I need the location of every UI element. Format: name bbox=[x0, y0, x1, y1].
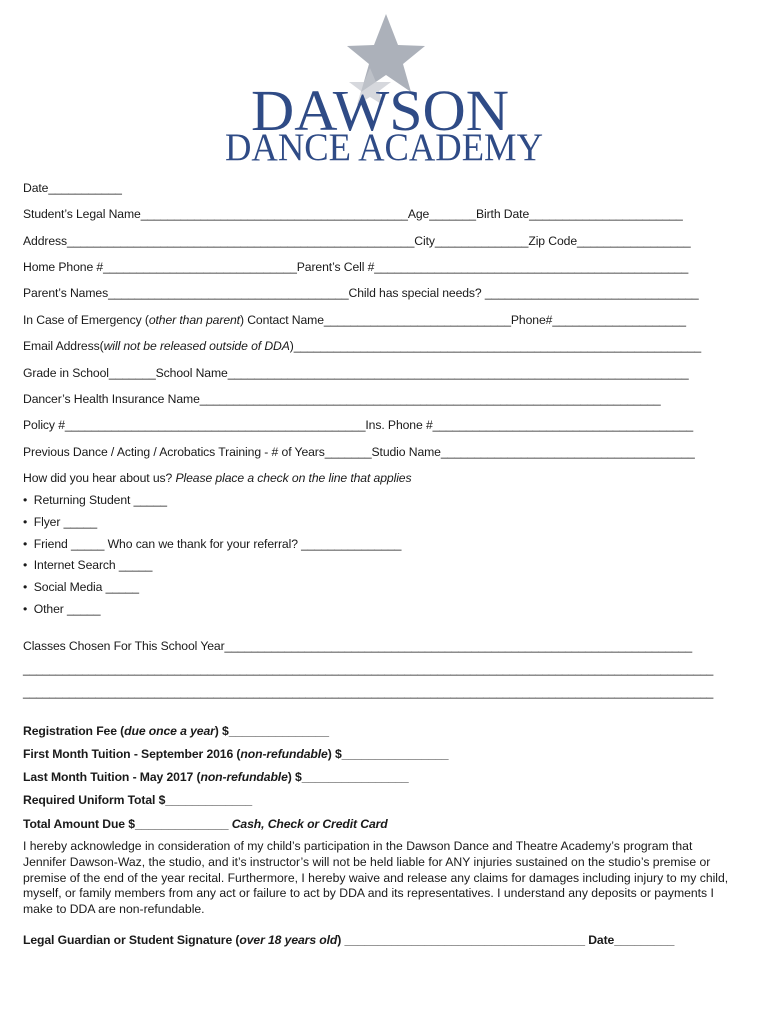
signature-label-a: Legal Guardian or Student Signature ( bbox=[23, 933, 240, 947]
email-label-b: )_____________________________________________________________ bbox=[289, 339, 702, 353]
uniform-field[interactable]: Required Uniform Total $_____________ bbox=[23, 793, 253, 807]
emergency-field[interactable] bbox=[23, 313, 686, 327]
total-field[interactable] bbox=[23, 817, 388, 831]
waiver-paragraph: I hereby acknowledge in consideration of my child’s participation in the Dawson Dance and Theatre Academy’s program that Jennifer Dawson-Waz, the studio, and it’s instructor’s will not be held liable for ANY injuries sustained on the studio’s premise or premise of the end of the year recital. Furthermore, I hereby waive and release any claims for damages including injury to my child, myself, or family members from any act or failure to act by DDA and its representatives. I understand any deposits or payments I make to DDA are non-refundable. bbox=[23, 839, 729, 917]
logo-line1: DAWSON bbox=[251, 78, 509, 143]
first-month-field[interactable] bbox=[23, 747, 448, 761]
dawson-logo bbox=[220, 12, 550, 162]
emergency-label-a: In Case of Emergency ( bbox=[23, 313, 149, 327]
date-field[interactable]: Date___________ bbox=[23, 181, 122, 195]
parents-field[interactable]: Parent’s Names____________________________________Child has special needs? ________________________________ bbox=[23, 286, 699, 300]
first-label-italic: non-refundable bbox=[240, 747, 328, 761]
reg-label-b: ) $_______________ bbox=[214, 724, 329, 738]
registration-fee-field[interactable] bbox=[23, 724, 329, 738]
classes-line[interactable]: _________________________________________________________________________________________________________ bbox=[23, 685, 714, 699]
emergency-label-b: ) Contact Name____________________________Phone#____________________ bbox=[239, 313, 686, 327]
grade-field[interactable]: Grade in School_______School Name_____________________________________________________________________ bbox=[23, 366, 689, 380]
policy-field[interactable]: Policy #_____________________________________________Ins. Phone #_______________________________________ bbox=[23, 418, 694, 432]
first-label-a: First Month Tuition - September 2016 ( bbox=[23, 747, 241, 761]
hear-option[interactable]: • Internet Search _____ bbox=[23, 558, 153, 572]
address-field[interactable]: Address____________________________________________________City______________Zip Code_________________ bbox=[23, 234, 691, 248]
hear-option[interactable]: • Flyer _____ bbox=[23, 515, 97, 529]
classes-field[interactable]: Classes Chosen For This School Year______________________________________________________________________ bbox=[23, 639, 693, 653]
last-label-b: ) $________________ bbox=[287, 770, 409, 784]
signature-field[interactable] bbox=[23, 933, 674, 947]
last-label-italic: non-refundable bbox=[200, 770, 288, 784]
hear-option[interactable]: • Friend _____ Who can we thank for your referral? _______________ bbox=[23, 537, 402, 551]
reg-label-italic: due once a year bbox=[124, 724, 215, 738]
hear-question-text: How did you hear about us? bbox=[23, 471, 176, 485]
insurance-field[interactable]: Dancer’s Health Insurance Name_____________________________________________________________________ bbox=[23, 392, 661, 406]
total-label: Total Amount Due $______________ bbox=[23, 817, 232, 831]
email-label-a: Email Address( bbox=[23, 339, 104, 353]
email-label-italic: will not be released outside of DDA bbox=[103, 339, 290, 353]
hear-question bbox=[23, 471, 411, 485]
last-month-field[interactable] bbox=[23, 770, 409, 784]
student-name-field[interactable]: Student’s Legal Name________________________________________Age_______Birth Date_______________________ bbox=[23, 207, 683, 221]
hear-option[interactable]: • Returning Student _____ bbox=[23, 493, 167, 507]
hear-option[interactable]: • Social Media _____ bbox=[23, 580, 139, 594]
training-field[interactable]: Previous Dance / Acting / Acrobatics Training - # of Years_______Studio Name______________________________________ bbox=[23, 445, 695, 459]
reg-label-a: Registration Fee ( bbox=[23, 724, 125, 738]
logo-line2: DANCE ACADEMY bbox=[225, 126, 543, 162]
hear-option[interactable]: • Other _____ bbox=[23, 602, 101, 616]
classes-line[interactable]: _________________________________________________________________________________________________________ bbox=[23, 662, 714, 676]
signature-label-b: ) ____________________________________ Date_________ bbox=[337, 933, 675, 947]
payment-methods: Cash, Check or Credit Card bbox=[231, 817, 388, 831]
first-label-b: ) $________________ bbox=[327, 747, 449, 761]
hear-instruction: Please place a check on the line that applies bbox=[175, 471, 412, 485]
email-field[interactable] bbox=[23, 339, 701, 353]
emergency-label-italic: other than parent bbox=[148, 313, 240, 327]
last-label-a: Last Month Tuition - May 2017 ( bbox=[23, 770, 201, 784]
phone-field[interactable]: Home Phone #_____________________________Parent’s Cell #_______________________________________________ bbox=[23, 260, 689, 274]
signature-label-italic: over 18 years old bbox=[239, 933, 338, 947]
